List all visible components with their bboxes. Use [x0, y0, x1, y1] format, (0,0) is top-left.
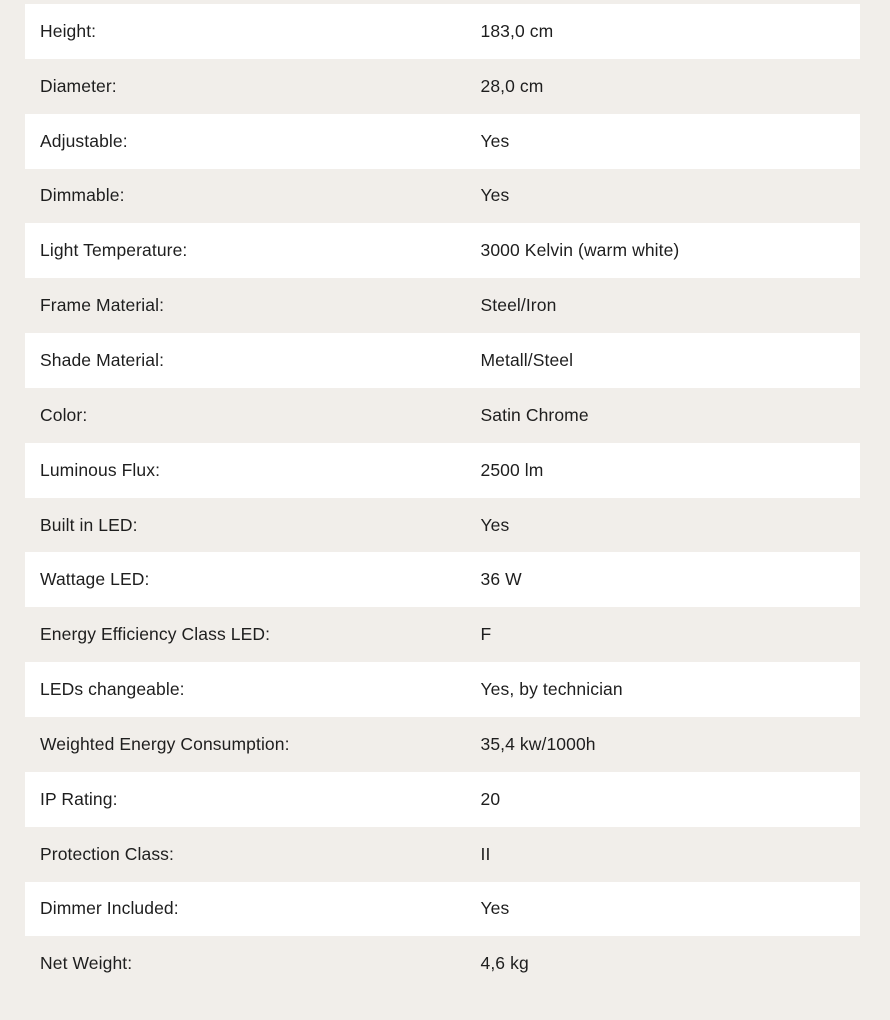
spec-label: IP Rating: [40, 788, 118, 809]
spec-row-diameter [25, 59, 860, 114]
spec-row-shade-material [25, 333, 860, 388]
spec-value: 35,4 kw/1000h [480, 733, 596, 754]
spec-row-frame-material [25, 278, 860, 333]
spec-label: Height: [40, 20, 97, 41]
spec-value: 20 [480, 788, 501, 809]
spec-label: Diameter: [40, 75, 117, 96]
spec-value: Satin Chrome [480, 404, 589, 425]
spec-label: LEDs changeable: [40, 679, 185, 700]
spec-value: Yes, by technician [480, 679, 623, 700]
spec-row-luminous-flux [25, 443, 860, 498]
spec-value: Yes [480, 130, 510, 151]
spec-label: Light Temperature: [40, 240, 188, 261]
spec-row-light-temperature [25, 223, 860, 278]
spec-value: 3000 Kelvin (warm white) [480, 240, 680, 261]
spec-row-weighted-energy-consumption [25, 717, 860, 772]
spec-value: Yes [480, 514, 510, 535]
spec-row-ip-rating [25, 772, 860, 827]
specifications-table [25, 4, 860, 991]
spec-label: Color: [40, 404, 88, 425]
spec-label: Dimmable: [40, 185, 125, 206]
spec-value: Steel/Iron [480, 295, 557, 316]
spec-label: Protection Class: [40, 843, 174, 864]
spec-value: 183,0 cm [480, 20, 554, 41]
spec-value: 36 W [480, 569, 522, 590]
spec-label: Net Weight: [40, 953, 133, 974]
spec-row-net-weight [25, 936, 860, 991]
spec-row-protection-class [25, 827, 860, 882]
spec-row-dimmable [25, 169, 860, 224]
spec-label: Frame Material: [40, 295, 165, 316]
spec-row-height [25, 4, 860, 59]
spec-value: Metall/Steel [480, 349, 574, 370]
spec-value: Yes [480, 185, 510, 206]
spec-value: II [480, 843, 491, 864]
spec-row-color [25, 388, 860, 443]
spec-label: Wattage LED: [40, 569, 150, 590]
spec-row-energy-efficiency-class [25, 607, 860, 662]
spec-label: Dimmer Included: [40, 898, 179, 919]
spec-row-wattage-led [25, 552, 860, 607]
spec-label: Adjustable: [40, 130, 128, 151]
spec-label: Shade Material: [40, 349, 165, 370]
spec-label: Built in LED: [40, 514, 138, 535]
spec-row-dimmer-included [25, 882, 860, 937]
spec-label: Energy Efficiency Class LED: [40, 624, 271, 645]
spec-value: 4,6 kg [480, 953, 529, 974]
spec-value: F [480, 624, 492, 645]
spec-row-built-in-led [25, 498, 860, 553]
spec-value: 2500 lm [480, 459, 544, 480]
spec-value: 28,0 cm [480, 75, 544, 96]
spec-label: Weighted Energy Consumption: [40, 733, 290, 754]
spec-row-leds-changeable [25, 662, 860, 717]
spec-row-adjustable [25, 114, 860, 169]
spec-label: Luminous Flux: [40, 459, 161, 480]
spec-value: Yes [480, 898, 510, 919]
